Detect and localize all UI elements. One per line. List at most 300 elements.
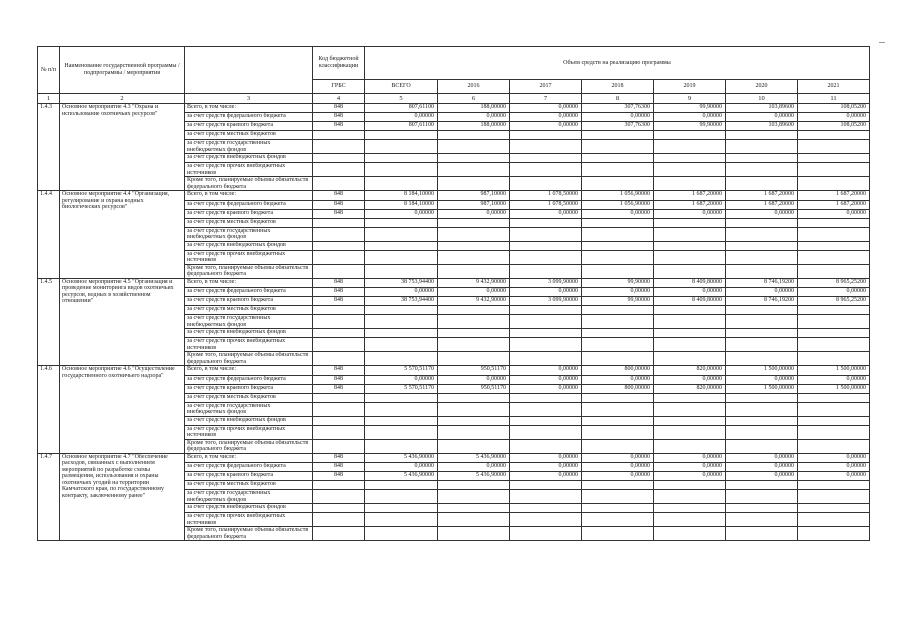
amount-cell	[582, 439, 654, 453]
amount-cell: 987,10000	[438, 191, 510, 200]
amount-cell	[510, 177, 582, 191]
amount-cell	[726, 393, 798, 402]
amount-cell	[726, 504, 798, 513]
amount-cell	[438, 527, 510, 541]
amount-cell	[798, 439, 870, 453]
amount-cell: 188,00000	[438, 122, 510, 131]
header-volume: Объем средств на реализацию программы	[365, 47, 870, 80]
amount-cell	[582, 513, 654, 527]
amount-cell	[438, 218, 510, 227]
amount-cell: 5 436,90000	[365, 453, 438, 462]
funding-source-label: за счет средств внебюджетных фондов	[185, 329, 313, 338]
amount-cell	[798, 416, 870, 425]
column-index-cell: 9	[654, 94, 726, 104]
amount-cell	[654, 402, 726, 416]
amount-cell: 0,00000	[654, 472, 726, 481]
amount-cell	[654, 140, 726, 154]
funding-table-body	[38, 104, 870, 541]
amount-cell: 1 500,00000	[726, 384, 798, 393]
grbs-code-cell: 848	[313, 288, 365, 297]
funding-source-label: Всего, в том числе:	[185, 104, 313, 113]
amount-cell	[654, 439, 726, 453]
grbs-code-cell: 848	[313, 191, 365, 200]
amount-cell	[365, 140, 438, 154]
amount-cell: 103,89600	[726, 104, 798, 113]
amount-cell: 8 746,19200	[726, 278, 798, 287]
amount-cell	[365, 306, 438, 315]
amount-cell: 0,00000	[582, 453, 654, 462]
amount-cell	[582, 227, 654, 241]
amount-cell	[365, 218, 438, 227]
funding-table	[37, 46, 870, 541]
funding-source-label: за счет средств внебюджетных фондов	[185, 504, 313, 513]
amount-cell	[365, 416, 438, 425]
section-name: Основное мероприятие 4.4 "Организация, регулирование и охрана водных биологических ресурсов"	[60, 191, 185, 278]
funding-source-label: за счет средств государственных внебюджетных фондов	[185, 402, 313, 416]
amount-cell: 0,00000	[438, 209, 510, 218]
amount-cell	[582, 140, 654, 154]
grbs-code-cell: 848	[313, 462, 365, 471]
amount-cell	[510, 439, 582, 453]
amount-cell	[365, 352, 438, 366]
amount-cell	[798, 527, 870, 541]
amount-cell	[510, 154, 582, 163]
amount-cell	[510, 163, 582, 177]
amount-cell	[654, 416, 726, 425]
amount-cell	[726, 416, 798, 425]
amount-cell: 5 436,90000	[438, 453, 510, 462]
amount-cell: 188,00000	[438, 104, 510, 113]
amount-cell	[726, 163, 798, 177]
amount-cell	[510, 393, 582, 402]
amount-cell	[438, 264, 510, 278]
amount-cell: 1 078,50000	[510, 191, 582, 200]
amount-cell	[582, 490, 654, 504]
amount-cell	[798, 241, 870, 250]
amount-cell	[365, 177, 438, 191]
amount-cell	[726, 177, 798, 191]
funding-source-label: за счет средств прочих внебюджетных источников	[185, 338, 313, 352]
grbs-code-cell: 848	[313, 209, 365, 218]
amount-cell: 5 570,51170	[365, 366, 438, 375]
amount-cell: 99,90000	[654, 104, 726, 113]
amount-cell	[798, 227, 870, 241]
column-index-cell: 3	[185, 94, 313, 104]
amount-cell: 8 965,25200	[798, 278, 870, 287]
amount-cell	[798, 131, 870, 140]
funding-source-label: за счет средств краевого бюджета	[185, 209, 313, 218]
amount-cell	[438, 154, 510, 163]
amount-cell	[726, 402, 798, 416]
amount-cell	[510, 481, 582, 490]
amount-cell	[365, 154, 438, 163]
amount-cell	[726, 352, 798, 366]
amount-cell: 0,00000	[365, 375, 438, 384]
amount-cell: 108,05200	[798, 104, 870, 113]
amount-cell: 99,90000	[582, 297, 654, 306]
amount-cell	[582, 163, 654, 177]
amount-cell	[726, 131, 798, 140]
amount-cell	[798, 306, 870, 315]
grbs-code-cell	[313, 513, 365, 527]
amount-cell	[798, 218, 870, 227]
amount-cell: 1 687,20000	[726, 191, 798, 200]
amount-cell	[726, 315, 798, 329]
amount-cell	[798, 154, 870, 163]
funding-source-label: за счет средств прочих внебюджетных источников	[185, 425, 313, 439]
amount-cell: 820,00000	[654, 384, 726, 393]
funding-source-label: за счет средств прочих внебюджетных источников	[185, 163, 313, 177]
amount-cell	[365, 315, 438, 329]
amount-cell	[582, 306, 654, 315]
amount-cell: 0,00000	[798, 113, 870, 122]
amount-cell	[510, 227, 582, 241]
column-index-cell: 5	[365, 94, 438, 104]
grbs-code-cell: 848	[313, 278, 365, 287]
amount-cell	[582, 425, 654, 439]
section-name: Основное мероприятие 4.7 "Обеспечение расходов, связанных с выполнением мероприятий по разработке схемы размещения, использования и охраны охотничьих угодий на территории Камчатского края, по государственному контракту, заключенному ранее"	[60, 453, 185, 540]
column-index-row	[38, 94, 870, 104]
funding-source-label: за счет средств местных бюджетов	[185, 481, 313, 490]
amount-cell: 0,00000	[654, 462, 726, 471]
amount-cell	[582, 241, 654, 250]
header-code: Код бюджетной классификации	[313, 47, 365, 80]
amount-cell	[510, 425, 582, 439]
amount-cell	[798, 315, 870, 329]
amount-cell	[654, 352, 726, 366]
amount-cell	[726, 481, 798, 490]
amount-cell	[510, 338, 582, 352]
amount-cell: 1 687,20000	[654, 200, 726, 209]
amount-cell	[438, 425, 510, 439]
amount-cell: 0,00000	[798, 375, 870, 384]
funding-source-label: за счет средств местных бюджетов	[185, 393, 313, 402]
amount-cell	[654, 250, 726, 264]
amount-cell	[582, 504, 654, 513]
amount-cell: 0,00000	[510, 113, 582, 122]
column-index-cell: 2	[60, 94, 185, 104]
amount-cell: 0,00000	[726, 288, 798, 297]
amount-cell	[365, 250, 438, 264]
amount-cell	[365, 504, 438, 513]
header-year-2020: 2020	[726, 80, 798, 94]
amount-cell: 8 184,10000	[365, 200, 438, 209]
funding-source-label: за счет средств краевого бюджета	[185, 297, 313, 306]
grbs-code-cell	[313, 504, 365, 513]
amount-cell	[365, 241, 438, 250]
funding-source-label: за счет средств местных бюджетов	[185, 131, 313, 140]
amount-cell: 108,05200	[798, 122, 870, 131]
amount-cell: 0,00000	[726, 472, 798, 481]
amount-cell: 1 687,20000	[726, 200, 798, 209]
grbs-code-cell	[313, 315, 365, 329]
funding-source-label: за счет средств федерального бюджета	[185, 375, 313, 384]
amount-cell	[726, 250, 798, 264]
funding-source-label: за счет средств федерального бюджета	[185, 113, 313, 122]
amount-cell	[726, 338, 798, 352]
amount-cell	[438, 490, 510, 504]
amount-cell: 1 078,50000	[510, 200, 582, 209]
amount-cell	[438, 513, 510, 527]
amount-cell: 950,51170	[438, 384, 510, 393]
amount-cell	[438, 250, 510, 264]
amount-cell: 0,00000	[365, 113, 438, 122]
amount-cell	[654, 329, 726, 338]
amount-cell	[726, 306, 798, 315]
amount-cell: 1 500,00000	[798, 384, 870, 393]
amount-cell: 5 436,90000	[365, 472, 438, 481]
amount-cell: 0,00000	[798, 453, 870, 462]
amount-cell: 8 965,25200	[798, 297, 870, 306]
grbs-code-cell	[313, 481, 365, 490]
amount-cell: 0,00000	[726, 375, 798, 384]
funding-source-label: Кроме того, планируемые объемы обязательств федерального бюджета	[185, 352, 313, 366]
header-year-2016: 2016	[438, 80, 510, 94]
amount-cell	[438, 315, 510, 329]
table-row	[38, 278, 870, 287]
grbs-code-cell	[313, 154, 365, 163]
amount-cell	[582, 250, 654, 264]
amount-cell: 0,00000	[726, 462, 798, 471]
amount-cell	[438, 402, 510, 416]
amount-cell	[438, 306, 510, 315]
amount-cell	[438, 329, 510, 338]
amount-cell: 0,00000	[726, 209, 798, 218]
amount-cell	[582, 481, 654, 490]
amount-cell	[726, 527, 798, 541]
amount-cell	[438, 227, 510, 241]
grbs-code-cell: 848	[313, 366, 365, 375]
funding-source-label: за счет средств краевого бюджета	[185, 122, 313, 131]
header-year-2017: 2017	[510, 80, 582, 94]
section-name: Основное мероприятие 4.3 "Охрана и использование охотничьих ресурсов"	[60, 104, 185, 191]
amount-cell: 103,89600	[726, 122, 798, 131]
grbs-code-cell	[313, 338, 365, 352]
amount-cell	[654, 306, 726, 315]
amount-cell	[798, 264, 870, 278]
amount-cell	[726, 513, 798, 527]
amount-cell: 0,00000	[798, 462, 870, 471]
amount-cell: 0,00000	[438, 375, 510, 384]
amount-cell: 0,00000	[726, 113, 798, 122]
column-index-cell: 1	[38, 94, 60, 104]
amount-cell	[365, 425, 438, 439]
funding-source-label: Всего, в том числе:	[185, 191, 313, 200]
amount-cell	[654, 393, 726, 402]
amount-cell	[726, 154, 798, 163]
amount-cell	[654, 338, 726, 352]
amount-cell	[365, 163, 438, 177]
amount-cell: 0,00000	[510, 472, 582, 481]
amount-cell	[510, 131, 582, 140]
amount-cell	[798, 140, 870, 154]
amount-cell	[510, 329, 582, 338]
amount-cell	[365, 338, 438, 352]
amount-cell	[654, 241, 726, 250]
funding-source-label: за счет средств краевого бюджета	[185, 384, 313, 393]
amount-cell: 0,00000	[798, 288, 870, 297]
grbs-code-cell	[313, 264, 365, 278]
funding-source-label: Кроме того, планируемые объемы обязательств федерального бюджета	[185, 177, 313, 191]
amount-cell	[582, 338, 654, 352]
amount-cell: 1 500,00000	[726, 366, 798, 375]
amount-cell: 0,00000	[510, 366, 582, 375]
amount-cell	[438, 352, 510, 366]
amount-cell: 0,00000	[654, 288, 726, 297]
funding-source-label: Кроме того, планируемые объемы обязательств федерального бюджета	[185, 527, 313, 541]
amount-cell: 1 056,90000	[582, 191, 654, 200]
amount-cell: 1 687,20000	[798, 191, 870, 200]
amount-cell: 0,00000	[582, 113, 654, 122]
amount-cell: 0,00000	[654, 113, 726, 122]
amount-cell: 0,00000	[438, 462, 510, 471]
amount-cell	[726, 241, 798, 250]
grbs-code-cell	[313, 241, 365, 250]
header-name: Наименование государственной программы / подпрограммы / мероприятия	[60, 47, 185, 94]
amount-cell	[798, 490, 870, 504]
amount-cell	[654, 177, 726, 191]
amount-cell	[582, 177, 654, 191]
amount-cell	[438, 131, 510, 140]
amount-cell	[726, 140, 798, 154]
grbs-code-cell	[313, 250, 365, 264]
section-number: 1.4.5	[38, 278, 60, 365]
amount-cell: 9 432,90000	[438, 297, 510, 306]
amount-cell: 1 500,00000	[798, 366, 870, 375]
grbs-code-cell	[313, 352, 365, 366]
table-row	[38, 453, 870, 462]
amount-cell	[798, 329, 870, 338]
column-index-cell: 11	[798, 94, 870, 104]
amount-cell	[654, 264, 726, 278]
amount-cell: 1 687,20000	[654, 191, 726, 200]
amount-cell	[654, 154, 726, 163]
amount-cell	[582, 416, 654, 425]
amount-cell	[798, 481, 870, 490]
amount-cell	[654, 490, 726, 504]
column-index-cell: 8	[582, 94, 654, 104]
amount-cell	[654, 163, 726, 177]
amount-cell	[582, 218, 654, 227]
amount-cell	[510, 264, 582, 278]
funding-source-label: за счет средств государственных внебюджетных фондов	[185, 140, 313, 154]
amount-cell: 0,00000	[510, 122, 582, 131]
amount-cell	[438, 416, 510, 425]
funding-source-label: Кроме того, планируемые объемы обязательств федерального бюджета	[185, 264, 313, 278]
section-number: 1.4.4	[38, 191, 60, 278]
amount-cell	[798, 504, 870, 513]
amount-cell: 950,51170	[438, 366, 510, 375]
section-number: 1.4.7	[38, 453, 60, 540]
amount-cell: 0,00000	[510, 384, 582, 393]
amount-cell	[726, 425, 798, 439]
amount-cell	[510, 402, 582, 416]
amount-cell: 38 753,94400	[365, 297, 438, 306]
grbs-code-cell	[313, 177, 365, 191]
amount-cell	[582, 352, 654, 366]
grbs-code-cell: 848	[313, 453, 365, 462]
amount-cell	[365, 490, 438, 504]
table-row	[38, 104, 870, 113]
amount-cell: 800,00000	[582, 366, 654, 375]
amount-cell	[726, 439, 798, 453]
amount-cell: 38 753,94400	[365, 278, 438, 287]
amount-cell: 820,00000	[654, 366, 726, 375]
column-index-cell: 4	[313, 94, 365, 104]
amount-cell: 0,00000	[438, 113, 510, 122]
table-row	[38, 191, 870, 200]
amount-cell: 8 746,19200	[726, 297, 798, 306]
amount-cell	[726, 264, 798, 278]
funding-source-label: за счет средств внебюджетных фондов	[185, 416, 313, 425]
amount-cell	[365, 329, 438, 338]
amount-cell: 3 099,90000	[510, 297, 582, 306]
amount-cell: 0,00000	[510, 375, 582, 384]
amount-cell	[365, 439, 438, 453]
amount-cell	[798, 425, 870, 439]
amount-cell	[510, 250, 582, 264]
amount-cell: 0,00000	[510, 288, 582, 297]
grbs-code-cell: 848	[313, 104, 365, 113]
amount-cell: 99,90000	[582, 278, 654, 287]
amount-cell	[582, 131, 654, 140]
amount-cell: 0,00000	[654, 453, 726, 462]
grbs-code-cell	[313, 416, 365, 425]
amount-cell	[510, 218, 582, 227]
header-year-total: ВСЕГО	[365, 80, 438, 94]
amount-cell: 807,61100	[365, 104, 438, 113]
grbs-code-cell: 848	[313, 384, 365, 393]
amount-cell: 5 570,51170	[365, 384, 438, 393]
header-year-2021: 2021	[798, 80, 870, 94]
grbs-code-cell	[313, 393, 365, 402]
amount-cell	[582, 154, 654, 163]
funding-source-label: за счет средств прочих внебюджетных источников	[185, 513, 313, 527]
funding-source-label: Всего, в том числе:	[185, 278, 313, 287]
funding-source-label: за счет средств внебюджетных фондов	[185, 154, 313, 163]
amount-cell	[654, 227, 726, 241]
amount-cell: 0,00000	[582, 472, 654, 481]
funding-source-label: за счет средств федерального бюджета	[185, 462, 313, 471]
grbs-code-cell: 848	[313, 375, 365, 384]
amount-cell: 807,61100	[365, 122, 438, 131]
amount-cell: 800,00000	[582, 384, 654, 393]
amount-cell	[798, 393, 870, 402]
amount-cell	[438, 393, 510, 402]
funding-source-label: за счет средств прочих внебюджетных источников	[185, 250, 313, 264]
amount-cell	[438, 439, 510, 453]
funding-source-label: за счет средств государственных внебюджетных фондов	[185, 227, 313, 241]
amount-cell: 0,00000	[582, 462, 654, 471]
grbs-code-cell: 848	[313, 297, 365, 306]
amount-cell	[510, 315, 582, 329]
header-number: № п/п	[38, 47, 60, 94]
amount-cell	[510, 352, 582, 366]
amount-cell	[510, 140, 582, 154]
amount-cell: 0,00000	[365, 462, 438, 471]
amount-cell	[582, 527, 654, 541]
funding-source-label: за счет средств федерального бюджета	[185, 288, 313, 297]
amount-cell	[438, 481, 510, 490]
funding-source-label: Всего, в том числе:	[185, 453, 313, 462]
funding-source-label: Кроме того, планируемые объемы обязательств федерального бюджета	[185, 439, 313, 453]
amount-cell: 99,90000	[654, 122, 726, 131]
amount-cell	[365, 227, 438, 241]
amount-cell	[654, 527, 726, 541]
amount-cell	[365, 393, 438, 402]
table-row	[38, 366, 870, 375]
funding-source-label: за счет средств государственных внебюджетных фондов	[185, 490, 313, 504]
